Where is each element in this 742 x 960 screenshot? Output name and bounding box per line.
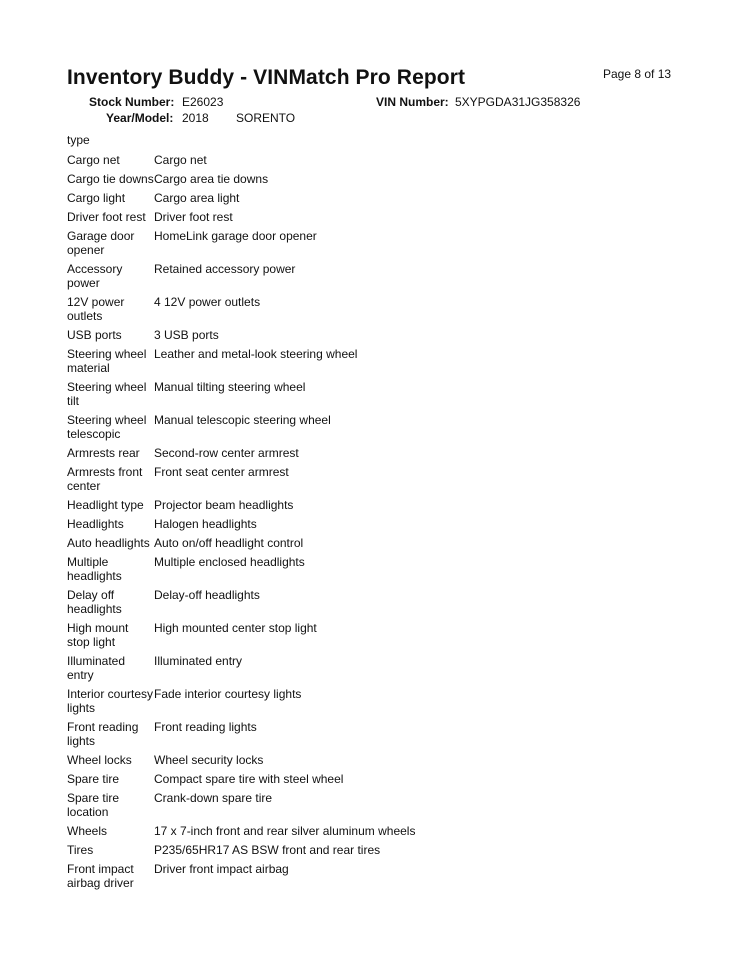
- spec-row: [67, 770, 487, 789]
- spec-value: Driver foot rest: [154, 210, 233, 224]
- spec-value: P235/65HR17 AS BSW front and rear tires: [154, 843, 381, 857]
- spec-value: Compact spare tire with steel wheel: [154, 772, 344, 786]
- spec-value: Cargo area light: [154, 191, 240, 205]
- spec-row: [67, 619, 487, 652]
- spec-value: Cargo net: [154, 153, 207, 167]
- spec-value: Manual telescopic steering wheel: [154, 413, 331, 427]
- spec-row: [67, 170, 487, 189]
- spec-row: [67, 326, 487, 345]
- spec-label: Front reading lights: [67, 720, 139, 748]
- spec-value: Manual tilting steering wheel: [154, 380, 306, 394]
- spec-value: Illuminated entry: [154, 654, 243, 668]
- spec-label: Delay off headlights: [67, 588, 122, 616]
- stock-number-value: E26023: [182, 95, 224, 109]
- spec-value: Crank-down spare tire: [154, 791, 273, 805]
- spec-label: Cargo net: [67, 153, 120, 167]
- spec-label: Spare tire location: [67, 791, 120, 819]
- spec-value: Retained accessory power: [154, 262, 296, 276]
- spec-row: [67, 841, 487, 860]
- spec-row: [67, 652, 487, 685]
- spec-label: Steering wheel tilt: [67, 380, 147, 408]
- spec-label: Accessory power: [67, 262, 123, 290]
- spec-label: Tires: [67, 843, 94, 857]
- spec-label: Illuminated entry: [67, 654, 126, 682]
- spec-label: High mount stop light: [67, 621, 129, 649]
- spec-value: 3 USB ports: [154, 328, 219, 342]
- spec-row: [67, 293, 487, 326]
- spec-value: 17 x 7-inch front and rear silver aluminum wheels: [154, 824, 416, 838]
- spec-row: [67, 189, 487, 208]
- spec-label: Armrests rear: [67, 446, 140, 460]
- spec-row: [67, 553, 487, 586]
- spec-label: type: [67, 133, 90, 147]
- spec-label: Headlight type: [67, 498, 144, 512]
- spec-label: Armrests front center: [67, 465, 143, 493]
- spec-value: Wheel security locks: [154, 753, 264, 767]
- spec-label: Multiple headlights: [67, 555, 122, 583]
- spec-row-continued: [67, 131, 487, 151]
- spec-label: Cargo tie downs: [67, 172, 154, 186]
- spec-value: Driver front impact airbag: [154, 862, 289, 876]
- spec-value: Halogen headlights: [154, 517, 257, 531]
- spec-label: Front impact airbag driver: [67, 862, 134, 890]
- spec-row: [67, 586, 487, 619]
- spec-row: [67, 822, 487, 841]
- vin-number-value: 5XYPGDA31JG358326: [455, 95, 581, 109]
- spec-row: [67, 860, 487, 893]
- spec-label: Wheels: [67, 824, 108, 838]
- spec-row: [67, 208, 487, 227]
- spec-label: Headlights: [67, 517, 124, 531]
- vin-number-label: VIN Number:: [376, 95, 449, 109]
- spec-row: [67, 345, 487, 378]
- spec-row: [67, 515, 487, 534]
- spec-value: Delay-off headlights: [154, 588, 260, 602]
- spec-value: High mounted center stop light: [154, 621, 317, 635]
- spec-value: [154, 133, 487, 147]
- spec-row: [67, 151, 487, 170]
- spec-label: Steering wheel material: [67, 347, 147, 375]
- spec-value: Leather and metal-look steering wheel: [154, 347, 358, 361]
- spec-label: Cargo light: [67, 191, 126, 205]
- spec-row: [67, 463, 487, 496]
- spec-row: [67, 685, 487, 718]
- spec-label: Steering wheel telescopic: [67, 413, 147, 441]
- spec-row: [67, 789, 487, 822]
- spec-table: [67, 131, 487, 893]
- spec-value: Projector beam headlights: [154, 498, 294, 512]
- spec-label: Interior courtesy lights: [67, 687, 154, 715]
- stock-number-label: Stock Number:: [89, 95, 175, 109]
- page-number: Page 8 of 13: [603, 67, 672, 81]
- spec-value: Multiple enclosed headlights: [154, 555, 305, 569]
- year-value: 2018: [182, 111, 209, 125]
- spec-row: [67, 534, 487, 553]
- spec-row: [67, 260, 487, 293]
- spec-value: Fade interior courtesy lights: [154, 687, 302, 701]
- spec-value: Auto on/off headlight control: [154, 536, 304, 550]
- spec-value: 4 12V power outlets: [154, 295, 261, 309]
- spec-row: [67, 411, 487, 444]
- spec-row: [67, 718, 487, 751]
- spec-label: Spare tire: [67, 772, 120, 786]
- spec-value: Front seat center armrest: [154, 465, 289, 479]
- spec-value: Front reading lights: [154, 720, 257, 734]
- spec-row: [67, 751, 487, 770]
- spec-row: [67, 227, 487, 260]
- spec-label: USB ports: [67, 328, 122, 342]
- report-title: Inventory Buddy - VINMatch Pro Report: [67, 66, 466, 89]
- model-value: SORENTO: [236, 111, 296, 125]
- spec-label: Wheel locks: [67, 753, 132, 767]
- spec-label: Garage door opener: [67, 229, 135, 257]
- spec-row: [67, 378, 487, 411]
- year-model-label: Year/Model:: [106, 111, 174, 125]
- spec-value: Second-row center armrest: [154, 446, 299, 460]
- spec-value: Cargo area tie downs: [154, 172, 269, 186]
- spec-value: HomeLink garage door opener: [154, 229, 317, 243]
- spec-label: Auto headlights: [67, 536, 150, 550]
- spec-row: [67, 496, 487, 515]
- spec-label: Driver foot rest: [67, 210, 146, 224]
- spec-label: 12V power outlets: [67, 295, 125, 323]
- spec-row: [67, 444, 487, 463]
